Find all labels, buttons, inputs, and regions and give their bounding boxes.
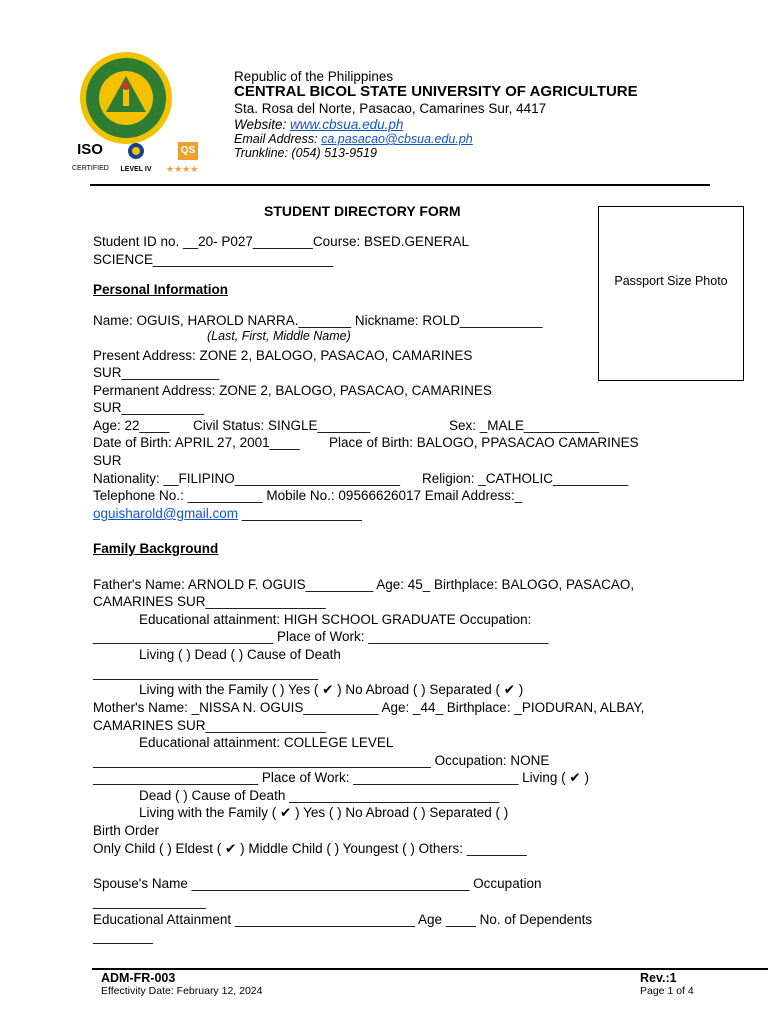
mother-living-with-family-line: Living with the Family ( ✔ ) Yes ( ) No Abroad ( ) Separated ( ) <box>139 805 509 820</box>
effectivity-date: Effectivity Date: February 12, 2024 <box>101 985 263 997</box>
student-email-link[interactable]: oguisharold@gmail.com <box>93 506 239 521</box>
mother-occupation-line: _____________________________________________ Occupation: NONE <box>93 753 550 768</box>
mother-workplace-line: ______________________ Place of Work: ______________________ Living ( ✔ ) <box>93 770 589 785</box>
qs-badge: QS ★★★★ <box>166 142 210 175</box>
republic-text: Republic of the Philippines <box>234 69 394 84</box>
email-address-line <box>93 505 362 522</box>
spouse-education-line: Educational Attainment ________________________ Age ____ No. of Dependents <box>93 912 593 927</box>
passport-photo-label: Passport Size Photo <box>614 274 728 288</box>
mother-education-line: Educational attainment: COLLEGE LEVEL <box>139 735 394 750</box>
iso-badge: ISO CERTIFIED <box>72 141 109 172</box>
age-field: Age: 22____ <box>93 418 170 433</box>
present-address-line: Present Address: ZONE 2, BALOGO, PASACAO, CAMARINES <box>93 348 473 363</box>
trunkline-text: Trunkline: (054) 513-9519 <box>234 146 377 160</box>
present-address-cont: SUR_____________ <box>93 365 220 380</box>
spouse-occupation-blank: _______________ <box>93 894 206 909</box>
level-badge: LEVEL IV <box>116 142 156 174</box>
place-of-birth-field: Place of Birth: BALOGO, PPASACAO CAMARINES <box>329 435 639 450</box>
place-of-birth-cont: SUR <box>93 453 122 468</box>
header-divider <box>90 184 710 186</box>
birth-order-options: Only Child ( ) Eldest ( ✔ ) Middle Child ( ) Youngest ( ) Others: ________ <box>93 841 527 856</box>
email-line <box>234 132 473 147</box>
name-format-hint: (Last, First, Middle Name) <box>207 329 351 343</box>
religion-field: Religion: _CATHOLIC__________ <box>422 471 629 486</box>
website-line <box>234 116 403 133</box>
email-label: Email Address: <box>234 132 318 146</box>
father-workplace-line: ________________________ Place of Work: ________________________ <box>93 629 549 644</box>
father-name-line: Father's Name: ARNOLD F. OGUIS_________ Age: 45_ Birthplace: BALOGO, PASACAO, <box>93 577 635 592</box>
father-education-line: Educational attainment: HIGH SCHOOL GRADUATE Occupation: <box>139 612 532 627</box>
dependents-blank: ________ <box>93 929 154 944</box>
course-continuation: SCIENCE________________________ <box>93 252 334 267</box>
page-number: Page 1 of 4 <box>640 985 694 997</box>
contact-line: Telephone No.: __________ Mobile No.: 09566626017 Email Address:_ <box>93 488 523 503</box>
footer-divider <box>92 968 768 970</box>
sex-field: Sex: _MALE__________ <box>449 418 600 433</box>
email-blank: ________________ <box>238 506 362 521</box>
university-address: Sta. Rosa del Norte, Pasacao, Camarines Sur, 4417 <box>234 101 547 116</box>
birth-order-label: Birth Order <box>93 823 160 838</box>
date-of-birth-field: Date of Birth: APRIL 27, 2001____ <box>93 435 300 450</box>
permanent-address-line: Permanent Address: ZONE 2, BALOGO, PASACAO, CAMARINES <box>93 383 492 398</box>
mother-dead-line: Dead ( ) Cause of Death ____________________________ <box>139 788 500 803</box>
mother-name-line: Mother's Name: _NISSA N. OGUIS__________ Age: _44_ Birthplace: _PIODURAN, ALBAY, <box>93 700 645 715</box>
website-link[interactable]: www.cbsua.edu.ph <box>290 117 404 132</box>
form-code: ADM-FR-003 <box>101 971 176 985</box>
form-title: STUDENT DIRECTORY FORM <box>264 203 461 219</box>
email-link[interactable]: ca.pasacao@cbsua.edu.ph <box>321 132 473 146</box>
personal-info-heading: Personal Information <box>93 282 229 297</box>
mother-birthplace-cont: CAMARINES SUR________________ <box>93 718 326 733</box>
father-living-line: Living ( ) Dead ( ) Cause of Death <box>139 647 341 662</box>
level-emblem-icon <box>126 142 146 160</box>
passport-photo-box <box>598 206 744 381</box>
university-seal-logo <box>78 50 174 146</box>
student-id-course-line: Student ID no. __20- P027________Course: BSED.GENERAL <box>93 234 469 249</box>
revision-number: Rev.:1 <box>640 971 677 985</box>
nationality-field: Nationality: __FILIPINO______________________ <box>93 471 400 486</box>
name-nickname-line: Name: OGUIS, HAROLD NARRA._______ Nickname: ROLD___________ <box>93 313 543 328</box>
spouse-name-line: Spouse's Name _____________________________________ Occupation <box>93 876 542 891</box>
father-living-with-family-line: Living with the Family ( ) Yes ( ✔ ) No Abroad ( ) Separated ( ✔ ) <box>139 682 524 697</box>
father-birthplace-cont: CAMARINES SUR________________ <box>93 594 326 609</box>
university-name: CENTRAL BICOL STATE UNIVERSITY OF AGRICULTURE <box>234 83 638 100</box>
family-background-heading: Family Background <box>93 541 219 556</box>
permanent-address-cont: SUR___________ <box>93 400 205 415</box>
father-cause-blank: ______________________________ <box>93 665 319 680</box>
civil-status-field: Civil Status: SINGLE_______ <box>193 418 371 433</box>
website-label: Website: <box>234 117 287 132</box>
